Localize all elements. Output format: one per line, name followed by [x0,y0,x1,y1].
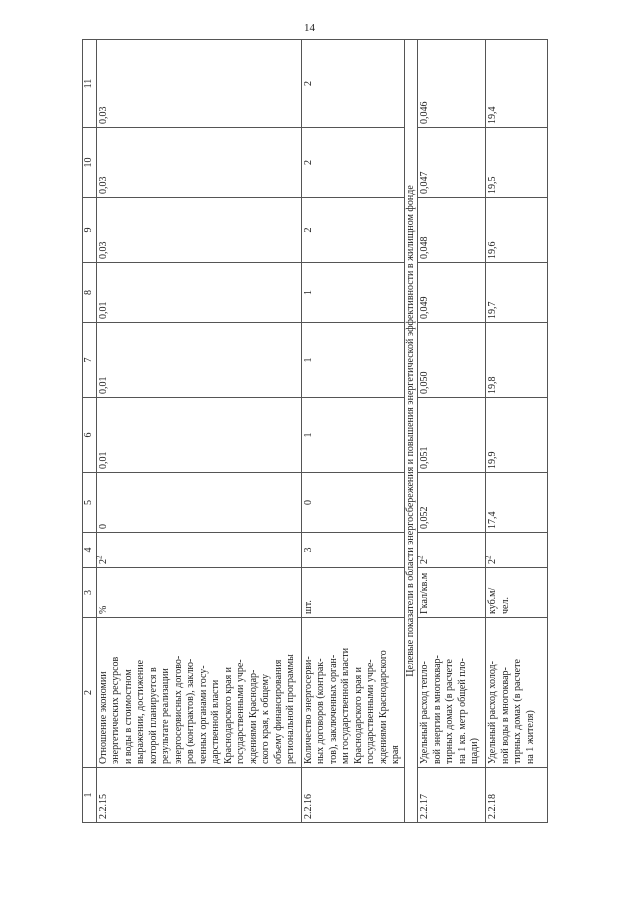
value-cell: 19,6 [486,198,548,263]
section-header-row [404,40,418,823]
unit-cell: куб.м/чел. [486,568,548,618]
indicator-description: Удельный расход холод- ной воды в многоквар- тирных домах (в расчете на 1 жителя) [486,618,548,768]
row-number: 2.2.16 [301,768,404,823]
header-cell: 6 [83,398,97,473]
col4-cell [96,533,301,568]
header-cell: 2 [83,618,97,768]
value-cell: 0,047 [418,128,486,198]
value-cell: 0,050 [418,323,486,398]
header-cell: 5 [83,473,97,533]
page-number: 14 [304,22,315,34]
value-cell: 2 [301,128,404,198]
value-cell: 19,8 [486,323,548,398]
header-cell: 1 [83,768,97,823]
footnote-ref: 2 [95,555,104,559]
col4-value: 2 [487,559,498,564]
value-cell: 0,049 [418,263,486,323]
col4-cell [301,533,404,568]
footnote-ref: 2 [484,555,493,559]
header-cell: 7 [83,323,97,398]
value-cell: 0,01 [96,398,301,473]
value-cell: 0,052 [418,473,486,533]
value-cell: 0,051 [418,398,486,473]
row-number: 2.2.18 [486,768,548,823]
value-cell: 1 [301,398,404,473]
value-cell: 0,03 [96,40,301,128]
header-cell: 11 [83,40,97,128]
value-cell: 19,9 [486,398,548,473]
indicator-description: Отношение экономии энергетических ресурсов и воды в стоимостном выражении, достижение которой планируется в результате реализации энергосервисных догово- ров (контрактов), заклю- ченных органами госу- дарственной власти Краснодарского края и государственными учре- ждениями Краснодар- ского края, к общему объему финансирования региональной программы [96,618,301,768]
value-cell: 0,01 [96,323,301,398]
value-cell: 19,5 [486,128,548,198]
col4-cell [486,533,548,568]
value-cell: 2 [301,198,404,263]
value-cell: 0 [96,473,301,533]
unit-cell: % [96,568,301,618]
table-row [418,40,486,823]
col4-cell [418,533,486,568]
indicators-table [82,39,548,823]
header-cell: 10 [83,128,97,198]
value-cell: 0,03 [96,198,301,263]
value-cell: 0,01 [96,263,301,323]
value-cell: 0,03 [96,128,301,198]
table-row [301,40,404,823]
unit-cell: Гкал/кв.м [418,568,486,618]
row-number: 2.2.15 [96,768,301,823]
value-cell: 0 [301,473,404,533]
footnote-ref: 2 [416,555,425,559]
value-cell: 1 [301,323,404,398]
header-row [83,40,97,823]
value-cell: 0,048 [418,198,486,263]
row-number: 2.2.17 [418,768,486,823]
header-cell: 9 [83,198,97,263]
header-cell: 3 [83,568,97,618]
value-cell: 1 [301,263,404,323]
header-cell: 4 [83,533,97,568]
rotated-table-container [82,40,536,823]
section-title: Целевые показатели в области энергосбережения и повышения энергетической эффективности в жилищном фонде [404,40,418,823]
value-cell: 19,7 [486,263,548,323]
indicator-description: Количество энергосерви- ных договоров (контрак- тов), заключенных орган- ми государственной власти Краснодарского края и государственными учре- ждениями Краснодарского края [301,618,404,768]
col4-value: 3 [302,547,314,553]
header-cell: 8 [83,263,97,323]
col4-value: 2 [419,559,430,564]
unit-cell: шт. [301,568,404,618]
indicator-description: Удельный расход тепло- вой энергии в многоквар- тирных домах (в расчете на 1 кв. метр общей пло- щади) [418,618,486,768]
value-cell: 0,046 [418,40,486,128]
value-cell: 2 [301,40,404,128]
col4-value: 2 [97,559,109,564]
table-row [96,40,301,823]
table-row [486,40,548,823]
value-cell: 17,4 [486,473,548,533]
value-cell: 19,4 [486,40,548,128]
